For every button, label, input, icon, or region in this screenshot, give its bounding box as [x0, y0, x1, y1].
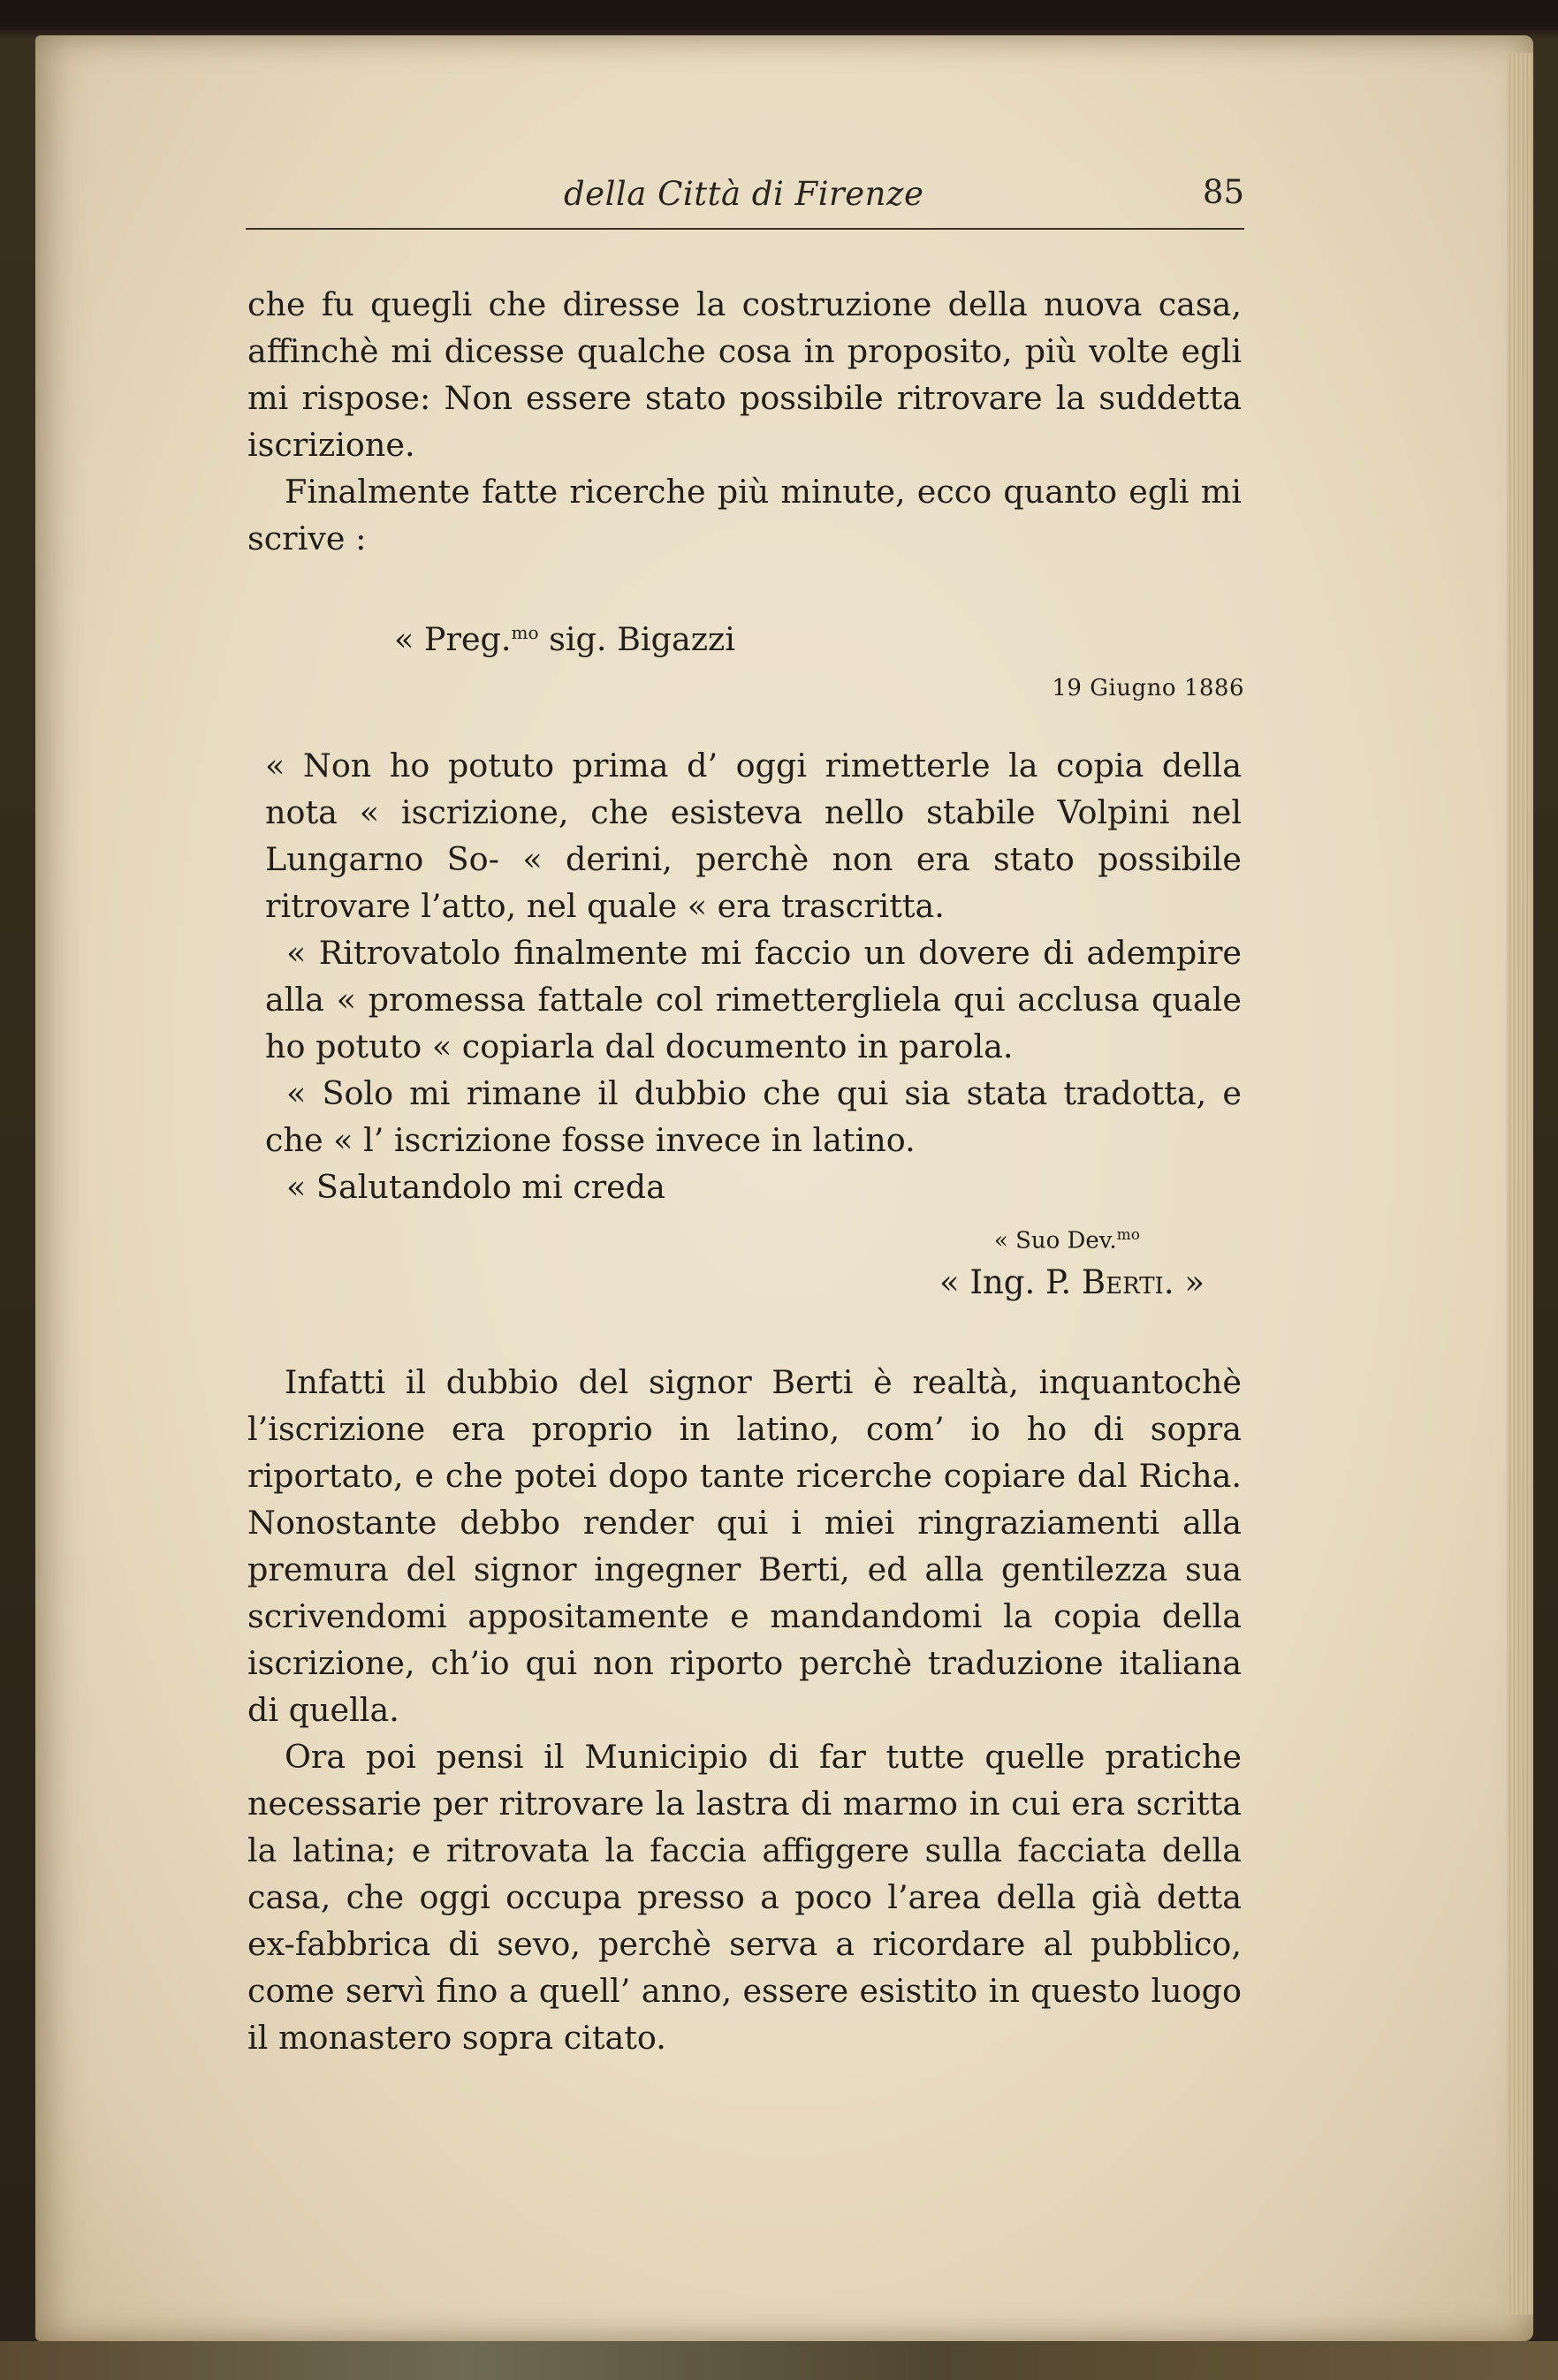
- intro-text: [247, 281, 1242, 562]
- letter-paragraph-3: « Solo mi rimane il dubbio che qui sia stata tradotta, e che « l’ iscrizione fosse invece in latino.: [265, 1074, 1242, 1159]
- letter-paragraph-4: « Salutandolo mi creda: [286, 1168, 665, 1206]
- closing-superscript: mo: [1116, 1226, 1140, 1244]
- letter-paragraph-2: « Ritrovatolo finalmente mi faccio un dovere di adempire alla « promessa fattale col rimettergliela qui acclusa quale ho potuto « copiarla dal documento in parola.: [265, 934, 1242, 1065]
- cover-edge: [0, 2341, 1558, 2380]
- letter-signature: [939, 1263, 1205, 1301]
- letter-date: 19 Giugno 1886: [1052, 675, 1244, 701]
- body-text: [247, 1359, 1242, 2061]
- intro-paragraph-2: Finalmente fatte ricerche più minute, ecco quanto egli mi scrive :: [247, 473, 1242, 557]
- salutation-rest: sig. Bigazzi: [538, 620, 735, 658]
- letter-body: [265, 742, 1242, 1210]
- intro-paragraph-1: che fu quegli che diresse la costruzione della nuova casa, affinchè mi dicesse qualche cosa in proposito, più volte egli mi rispose: Non essere stato possibile ritrovare la suddetta iscrizione.: [247, 285, 1242, 464]
- salutation-open: « Preg.: [394, 620, 512, 658]
- body-paragraph-1: Infatti il dubbio del signor Berti è realtà, inquantochè l’iscrizione era proprio in latino, com’ io ho di sopra riportato, e che potei dopo tante ricerche copiare dal Richa. Nonostante debbo render qui i miei ringraziamenti alla premura del signor ingegner Berti, ed alla gentilezza sua scrivendomi appositamente e mandandomi la copia della iscrizione, ch’io qui non riporto perchè traduzione italiana di quella.: [247, 1363, 1242, 1729]
- page-header: [246, 164, 1244, 235]
- letter-paragraph-1: « Non ho potuto prima d’ oggi rimetterle la copia della nota « iscrizione, che esisteva nello stabile Volpini nel Lungarno So- « derini, perchè non era stato possibile ritrovare l’atto, nel quale « era trascritta.: [265, 747, 1242, 925]
- letter-salutation: [394, 620, 735, 658]
- signature-name: Berti: [1081, 1263, 1164, 1301]
- header-rule: [246, 228, 1244, 230]
- page-number: 85: [1202, 173, 1244, 211]
- running-title: della Città di Firenze: [564, 175, 924, 213]
- salutation-superscript: mo: [511, 621, 539, 643]
- signature-suffix: . »: [1163, 1263, 1205, 1301]
- closing-text: « Suo Dev.: [993, 1227, 1117, 1254]
- letter-closing: [994, 1226, 1140, 1254]
- body-paragraph-2: Ora poi pensi il Municipio di far tutte quelle pratiche necessarie per ritrovare la lastra di marmo in cui era scritta la latina; e ritrovata la faccia affiggere sulla facciata della casa, che oggi occupa presso a poco l’area della già detta ex-fabbrica di sevo, perchè serva a ricordare al pubblico, come servì fino a quell’ anno, essere esistito in questo luogo il monastero sopra citato.: [247, 1738, 1242, 2057]
- signature-prefix: « Ing. P.: [939, 1263, 1082, 1301]
- page-fore-edge: [1507, 53, 1533, 2315]
